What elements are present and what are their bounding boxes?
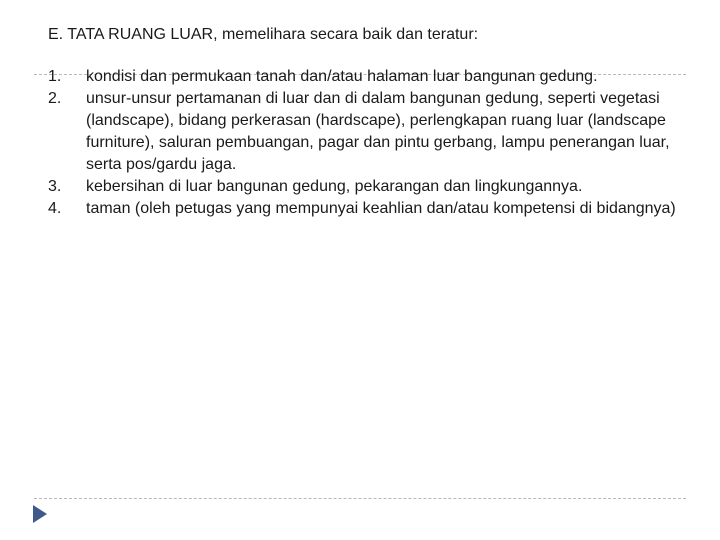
item-text: kondisi dan permukaan tanah dan/atau halaman luar bangunan gedung. — [86, 68, 598, 85]
item-text: unsur-unsur pertamanan di luar dan di dalam bangunan gedung, seperti vegetasi (landscape), bidang perkerasan (hardscape), perlengkapan ruang luar (landscape furniture), saluran pembuangan, pagar dan pintu gerbang, lampu penerangan luar, serta pos/gardu jaga. — [86, 90, 670, 173]
heading-subtitle: , memelihara secara baik dan teratur: — [213, 26, 479, 43]
list-item — [48, 66, 698, 88]
list-item — [48, 88, 698, 176]
bottom-divider — [34, 498, 686, 499]
item-number: 2. — [48, 90, 62, 107]
item-number: 4. — [48, 200, 62, 217]
heading-title: E. TATA RUANG LUAR — [48, 26, 214, 43]
item-number: 3. — [48, 178, 62, 195]
item-list — [48, 66, 698, 220]
item-text: kebersihan di luar bangunan gedung, pekarangan dan lingkungannya. — [86, 178, 583, 195]
list-item — [48, 198, 698, 220]
list-item — [48, 176, 698, 198]
item-text: taman (oleh petugas yang mempunyai keahlian dan/atau kompetensi di bidangnya) — [86, 200, 676, 217]
triangle-play-icon[interactable] — [32, 504, 48, 524]
item-number: 1. — [48, 68, 62, 85]
heading — [48, 24, 478, 46]
